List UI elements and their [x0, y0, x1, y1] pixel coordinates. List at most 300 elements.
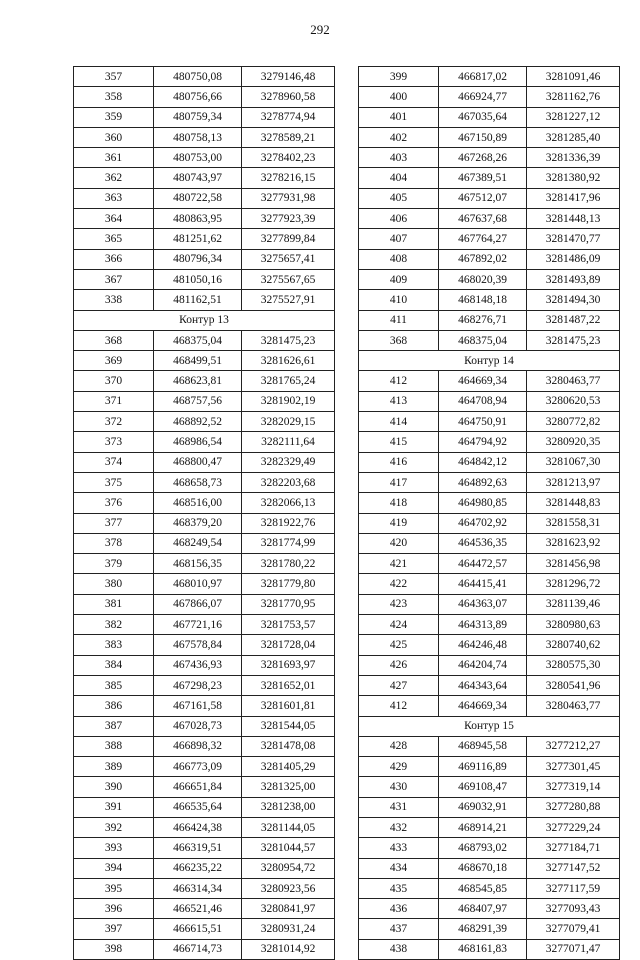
contour-header-row [74, 310, 335, 330]
y-coordinate-cell: 3281475,23 [242, 330, 335, 350]
point-number-cell: 373 [74, 432, 154, 452]
table-row [359, 513, 620, 533]
table-row [74, 635, 335, 655]
x-coordinate-cell: 467150,89 [439, 127, 527, 147]
point-number-cell: 395 [74, 878, 154, 898]
point-number-cell: 378 [74, 533, 154, 553]
y-coordinate-cell: 3282329,49 [242, 452, 335, 472]
table-row [359, 675, 620, 695]
y-coordinate-cell: 3280620,53 [527, 391, 620, 411]
point-number-cell: 383 [74, 635, 154, 655]
x-coordinate-cell: 464343,64 [439, 675, 527, 695]
y-coordinate-cell: 3280841,97 [242, 899, 335, 919]
x-coordinate-cell: 468156,35 [154, 554, 242, 574]
table-row [359, 696, 620, 716]
table-row [359, 533, 620, 553]
point-number-cell: 434 [359, 858, 439, 878]
table-row [74, 675, 335, 695]
x-coordinate-cell: 464702,92 [439, 513, 527, 533]
table-row [359, 838, 620, 858]
y-coordinate-cell: 3281139,46 [527, 594, 620, 614]
table-row [74, 696, 335, 716]
y-coordinate-cell: 3281626,61 [242, 351, 335, 371]
y-coordinate-cell: 3281494,30 [527, 290, 620, 310]
x-coordinate-cell: 468375,04 [154, 330, 242, 350]
y-coordinate-cell: 3277229,24 [527, 817, 620, 837]
table-row [74, 412, 335, 432]
y-coordinate-cell: 3280541,96 [527, 675, 620, 695]
point-number-cell: 428 [359, 736, 439, 756]
point-number-cell: 370 [74, 371, 154, 391]
point-number-cell: 431 [359, 797, 439, 817]
x-coordinate-cell: 464980,85 [439, 493, 527, 513]
y-coordinate-cell: 3277931,98 [242, 188, 335, 208]
y-coordinate-cell: 3281487,22 [527, 310, 620, 330]
y-coordinate-cell: 3281213,97 [527, 472, 620, 492]
table-row [359, 635, 620, 655]
y-coordinate-cell: 3277923,39 [242, 209, 335, 229]
y-coordinate-cell: 3277280,88 [527, 797, 620, 817]
x-coordinate-cell: 481251,62 [154, 229, 242, 249]
table-row [359, 594, 620, 614]
x-coordinate-cell: 468516,00 [154, 493, 242, 513]
x-coordinate-cell: 468276,71 [439, 310, 527, 330]
y-coordinate-cell: 3278216,15 [242, 168, 335, 188]
x-coordinate-cell: 467161,58 [154, 696, 242, 716]
x-coordinate-cell: 480743,97 [154, 168, 242, 188]
x-coordinate-cell: 467721,16 [154, 615, 242, 635]
x-coordinate-cell: 467892,02 [439, 249, 527, 269]
y-coordinate-cell: 3279146,48 [242, 67, 335, 87]
y-coordinate-cell: 3281091,46 [527, 67, 620, 87]
table-row [74, 148, 335, 168]
table-row [74, 899, 335, 919]
x-coordinate-cell: 480863,95 [154, 209, 242, 229]
table-row [74, 330, 335, 350]
table-row [359, 899, 620, 919]
point-number-cell: 380 [74, 574, 154, 594]
point-number-cell: 427 [359, 675, 439, 695]
x-coordinate-cell: 468375,04 [439, 330, 527, 350]
contour-header: Контур 13 [74, 310, 335, 330]
point-number-cell: 377 [74, 513, 154, 533]
table-row [359, 127, 620, 147]
point-number-cell: 414 [359, 412, 439, 432]
x-coordinate-cell: 464794,92 [439, 432, 527, 452]
point-number-cell: 379 [74, 554, 154, 574]
x-coordinate-cell: 466898,32 [154, 736, 242, 756]
y-coordinate-cell: 3281486,09 [527, 249, 620, 269]
y-coordinate-cell: 3277212,27 [527, 736, 620, 756]
point-number-cell: 362 [74, 168, 154, 188]
table-row [74, 209, 335, 229]
y-coordinate-cell: 3277301,45 [527, 757, 620, 777]
point-number-cell: 396 [74, 899, 154, 919]
table-row [74, 797, 335, 817]
point-number-cell: 418 [359, 493, 439, 513]
y-coordinate-cell: 3281478,08 [242, 736, 335, 756]
table-row [359, 939, 620, 959]
point-number-cell: 420 [359, 533, 439, 553]
x-coordinate-cell: 480722,58 [154, 188, 242, 208]
y-coordinate-cell: 3277093,43 [527, 899, 620, 919]
x-coordinate-cell: 468161,83 [439, 939, 527, 959]
point-number-cell: 369 [74, 351, 154, 371]
point-number-cell: 388 [74, 736, 154, 756]
y-coordinate-cell: 3281296,72 [527, 574, 620, 594]
x-coordinate-cell: 467512,07 [439, 188, 527, 208]
table-row [359, 817, 620, 837]
x-coordinate-cell: 468623,81 [154, 371, 242, 391]
point-number-cell: 417 [359, 472, 439, 492]
table-row [359, 168, 620, 188]
point-number-cell: 432 [359, 817, 439, 837]
x-coordinate-cell: 469116,89 [439, 757, 527, 777]
y-coordinate-cell: 3282111,64 [242, 432, 335, 452]
point-number-cell: 412 [359, 696, 439, 716]
table-row [359, 412, 620, 432]
contour-header-row [359, 351, 620, 371]
table-row [74, 432, 335, 452]
point-number-cell: 361 [74, 148, 154, 168]
table-row [74, 472, 335, 492]
point-number-cell: 394 [74, 858, 154, 878]
table-row [74, 229, 335, 249]
y-coordinate-cell: 3281162,76 [527, 87, 620, 107]
table-row [359, 615, 620, 635]
point-number-cell: 438 [359, 939, 439, 959]
point-number-cell: 364 [74, 209, 154, 229]
table-row [359, 330, 620, 350]
x-coordinate-cell: 466235,22 [154, 858, 242, 878]
point-number-cell: 365 [74, 229, 154, 249]
x-coordinate-cell: 480759,34 [154, 107, 242, 127]
y-coordinate-cell: 3281448,13 [527, 209, 620, 229]
table-row [74, 615, 335, 635]
x-coordinate-cell: 467764,27 [439, 229, 527, 249]
y-coordinate-cell: 3281728,04 [242, 635, 335, 655]
point-number-cell: 403 [359, 148, 439, 168]
table-row [74, 452, 335, 472]
y-coordinate-cell: 3281475,23 [527, 330, 620, 350]
x-coordinate-cell: 480756,66 [154, 87, 242, 107]
y-coordinate-cell: 3281902,19 [242, 391, 335, 411]
x-coordinate-cell: 468020,39 [439, 269, 527, 289]
table-row [74, 249, 335, 269]
point-number-cell: 387 [74, 716, 154, 736]
point-number-cell: 408 [359, 249, 439, 269]
table-row [74, 554, 335, 574]
y-coordinate-cell: 3281380,92 [527, 168, 620, 188]
y-coordinate-cell: 3281693,97 [242, 655, 335, 675]
x-coordinate-cell: 468670,18 [439, 858, 527, 878]
contour-header: Контур 14 [359, 351, 620, 371]
y-coordinate-cell: 3280923,56 [242, 878, 335, 898]
y-coordinate-cell: 3281779,80 [242, 574, 335, 594]
x-coordinate-cell: 467268,26 [439, 148, 527, 168]
table-row [359, 919, 620, 939]
table-row [74, 87, 335, 107]
x-coordinate-cell: 467298,23 [154, 675, 242, 695]
table-row [74, 493, 335, 513]
y-coordinate-cell: 3281227,12 [527, 107, 620, 127]
y-coordinate-cell: 3282066,13 [242, 493, 335, 513]
point-number-cell: 376 [74, 493, 154, 513]
table-row [74, 716, 335, 736]
y-coordinate-cell: 3281601,81 [242, 696, 335, 716]
x-coordinate-cell: 469032,91 [439, 797, 527, 817]
table-row [359, 229, 620, 249]
point-number-cell: 360 [74, 127, 154, 147]
x-coordinate-cell: 464313,89 [439, 615, 527, 635]
y-coordinate-cell: 3277319,14 [527, 777, 620, 797]
y-coordinate-cell: 3280954,72 [242, 858, 335, 878]
point-number-cell: 391 [74, 797, 154, 817]
y-coordinate-cell: 3282029,15 [242, 412, 335, 432]
y-coordinate-cell: 3278774,94 [242, 107, 335, 127]
y-coordinate-cell: 3280463,77 [527, 696, 620, 716]
y-coordinate-cell: 3281044,57 [242, 838, 335, 858]
y-coordinate-cell: 3281493,89 [527, 269, 620, 289]
point-number-cell: 416 [359, 452, 439, 472]
point-number-cell: 437 [359, 919, 439, 939]
point-number-cell: 404 [359, 168, 439, 188]
point-number-cell: 357 [74, 67, 154, 87]
point-number-cell: 397 [74, 919, 154, 939]
y-coordinate-cell: 3281144,05 [242, 817, 335, 837]
y-coordinate-cell: 3277079,41 [527, 919, 620, 939]
x-coordinate-cell: 464708,94 [439, 391, 527, 411]
x-coordinate-cell: 464536,35 [439, 533, 527, 553]
point-number-cell: 412 [359, 371, 439, 391]
table-row [74, 391, 335, 411]
x-coordinate-cell: 464750,91 [439, 412, 527, 432]
y-coordinate-cell: 3281770,95 [242, 594, 335, 614]
table-row [74, 858, 335, 878]
point-number-cell: 424 [359, 615, 439, 635]
table-row [74, 67, 335, 87]
x-coordinate-cell: 468757,56 [154, 391, 242, 411]
y-coordinate-cell: 3281014,92 [242, 939, 335, 959]
y-coordinate-cell: 3275567,65 [242, 269, 335, 289]
x-coordinate-cell: 466615,51 [154, 919, 242, 939]
y-coordinate-cell: 3280740,62 [527, 635, 620, 655]
x-coordinate-cell: 480753,00 [154, 148, 242, 168]
point-number-cell: 358 [74, 87, 154, 107]
table-row [359, 107, 620, 127]
point-number-cell: 410 [359, 290, 439, 310]
x-coordinate-cell: 468658,73 [154, 472, 242, 492]
table-row [359, 797, 620, 817]
y-coordinate-cell: 3281544,05 [242, 716, 335, 736]
point-number-cell: 390 [74, 777, 154, 797]
point-number-cell: 398 [74, 939, 154, 959]
table-row [74, 513, 335, 533]
table-row [74, 838, 335, 858]
x-coordinate-cell: 466314,34 [154, 878, 242, 898]
table-row [74, 127, 335, 147]
point-number-cell: 367 [74, 269, 154, 289]
x-coordinate-cell: 468407,97 [439, 899, 527, 919]
x-coordinate-cell: 467578,84 [154, 635, 242, 655]
table-row [359, 452, 620, 472]
point-number-cell: 368 [74, 330, 154, 350]
point-number-cell: 402 [359, 127, 439, 147]
y-coordinate-cell: 3275527,91 [242, 290, 335, 310]
x-coordinate-cell: 466521,46 [154, 899, 242, 919]
point-number-cell: 368 [359, 330, 439, 350]
point-number-cell: 401 [359, 107, 439, 127]
table-row [74, 574, 335, 594]
point-number-cell: 407 [359, 229, 439, 249]
table-row [74, 817, 335, 837]
table-row [74, 107, 335, 127]
point-number-cell: 338 [74, 290, 154, 310]
x-coordinate-cell: 467028,73 [154, 716, 242, 736]
table-row [74, 533, 335, 553]
y-coordinate-cell: 3281558,31 [527, 513, 620, 533]
point-number-cell: 371 [74, 391, 154, 411]
table-row [74, 878, 335, 898]
table-row [74, 594, 335, 614]
point-number-cell: 392 [74, 817, 154, 837]
table-row [74, 919, 335, 939]
table-row [74, 290, 335, 310]
y-coordinate-cell: 3280980,63 [527, 615, 620, 635]
table-row [74, 736, 335, 756]
table-row [359, 67, 620, 87]
y-coordinate-cell: 3281448,83 [527, 493, 620, 513]
point-number-cell: 435 [359, 878, 439, 898]
x-coordinate-cell: 468379,20 [154, 513, 242, 533]
x-coordinate-cell: 466817,02 [439, 67, 527, 87]
x-coordinate-cell: 464246,48 [439, 635, 527, 655]
y-coordinate-cell: 3278589,21 [242, 127, 335, 147]
x-coordinate-cell: 468945,58 [439, 736, 527, 756]
contour-header-row [359, 716, 620, 736]
point-number-cell: 389 [74, 757, 154, 777]
point-number-cell: 411 [359, 310, 439, 330]
x-coordinate-cell: 467035,64 [439, 107, 527, 127]
table-row [359, 432, 620, 452]
x-coordinate-cell: 468010,97 [154, 574, 242, 594]
point-number-cell: 393 [74, 838, 154, 858]
table-row [74, 939, 335, 959]
x-coordinate-cell: 468914,21 [439, 817, 527, 837]
contour-header: Контур 15 [359, 716, 620, 736]
y-coordinate-cell: 3280772,82 [527, 412, 620, 432]
table-row [74, 269, 335, 289]
page-number: 292 [310, 22, 330, 37]
x-coordinate-cell: 467866,07 [154, 594, 242, 614]
table-row [74, 371, 335, 391]
y-coordinate-cell: 3281780,22 [242, 554, 335, 574]
x-coordinate-cell: 468892,52 [154, 412, 242, 432]
point-number-cell: 384 [74, 655, 154, 675]
x-coordinate-cell: 466924,77 [439, 87, 527, 107]
x-coordinate-cell: 466714,73 [154, 939, 242, 959]
table-row [74, 351, 335, 371]
table-row [74, 777, 335, 797]
point-number-cell: 419 [359, 513, 439, 533]
coordinates-table-left [73, 66, 335, 960]
x-coordinate-cell: 464669,34 [439, 696, 527, 716]
y-coordinate-cell: 3281652,01 [242, 675, 335, 695]
coordinates-table-right [358, 66, 620, 960]
table-row [359, 371, 620, 391]
point-number-cell: 426 [359, 655, 439, 675]
point-number-cell: 375 [74, 472, 154, 492]
y-coordinate-cell: 3280920,35 [527, 432, 620, 452]
y-coordinate-cell: 3280575,30 [527, 655, 620, 675]
x-coordinate-cell: 467389,51 [439, 168, 527, 188]
table-row [74, 188, 335, 208]
point-number-cell: 406 [359, 209, 439, 229]
y-coordinate-cell: 3277147,52 [527, 858, 620, 878]
point-number-cell: 422 [359, 574, 439, 594]
y-coordinate-cell: 3281753,57 [242, 615, 335, 635]
point-number-cell: 423 [359, 594, 439, 614]
x-coordinate-cell: 464363,07 [439, 594, 527, 614]
x-coordinate-cell: 468291,39 [439, 919, 527, 939]
y-coordinate-cell: 3281238,00 [242, 797, 335, 817]
point-number-cell: 366 [74, 249, 154, 269]
x-coordinate-cell: 481162,51 [154, 290, 242, 310]
y-coordinate-cell: 3282203,68 [242, 472, 335, 492]
x-coordinate-cell: 466535,64 [154, 797, 242, 817]
table-row [359, 269, 620, 289]
x-coordinate-cell: 468249,54 [154, 533, 242, 553]
x-coordinate-cell: 468793,02 [439, 838, 527, 858]
table-row [74, 757, 335, 777]
x-coordinate-cell: 466651,84 [154, 777, 242, 797]
x-coordinate-cell: 464472,57 [439, 554, 527, 574]
point-number-cell: 415 [359, 432, 439, 452]
y-coordinate-cell: 3278402,23 [242, 148, 335, 168]
point-number-cell: 381 [74, 594, 154, 614]
x-coordinate-cell: 469108,47 [439, 777, 527, 797]
table-row [74, 655, 335, 675]
x-coordinate-cell: 480796,34 [154, 249, 242, 269]
y-coordinate-cell: 3281765,24 [242, 371, 335, 391]
y-coordinate-cell: 3281470,77 [527, 229, 620, 249]
table-row [359, 878, 620, 898]
table-row [359, 209, 620, 229]
y-coordinate-cell: 3280463,77 [527, 371, 620, 391]
x-coordinate-cell: 467436,93 [154, 655, 242, 675]
y-coordinate-cell: 3281623,92 [527, 533, 620, 553]
x-coordinate-cell: 466773,09 [154, 757, 242, 777]
x-coordinate-cell: 464842,12 [439, 452, 527, 472]
y-coordinate-cell: 3281325,00 [242, 777, 335, 797]
table-row [359, 391, 620, 411]
x-coordinate-cell: 468148,18 [439, 290, 527, 310]
table-row [359, 310, 620, 330]
point-number-cell: 372 [74, 412, 154, 432]
x-coordinate-cell: 467637,68 [439, 209, 527, 229]
x-coordinate-cell: 480758,13 [154, 127, 242, 147]
x-coordinate-cell: 464669,34 [439, 371, 527, 391]
y-coordinate-cell: 3281405,29 [242, 757, 335, 777]
point-number-cell: 405 [359, 188, 439, 208]
y-coordinate-cell: 3281922,76 [242, 513, 335, 533]
point-number-cell: 400 [359, 87, 439, 107]
x-coordinate-cell: 468499,51 [154, 351, 242, 371]
point-number-cell: 429 [359, 757, 439, 777]
x-coordinate-cell: 468545,85 [439, 878, 527, 898]
point-number-cell: 382 [74, 615, 154, 635]
x-coordinate-cell: 480750,08 [154, 67, 242, 87]
